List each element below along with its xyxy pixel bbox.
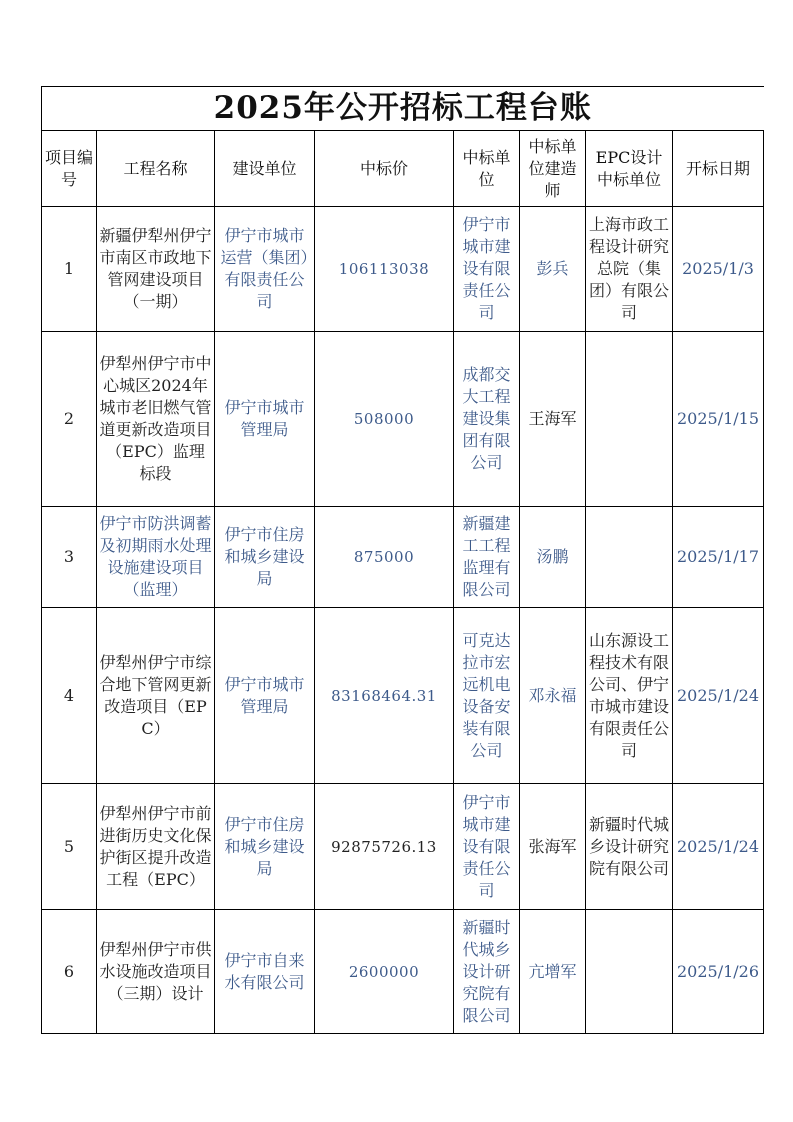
header-no: 项目编号 <box>42 131 97 207</box>
row-no: 6 <box>42 910 97 1034</box>
row-name <box>97 608 215 784</box>
title-row <box>42 87 764 131</box>
row-epc: 上海市政工程设计研究总院（集团）有限公司 <box>586 207 673 332</box>
row-name <box>97 332 215 507</box>
tender-ledger-table <box>41 86 764 1034</box>
row-price: 83168464.31 <box>315 608 454 784</box>
row-name-text: 伊犁州伊宁市前进街历史文化保护街区提升改造工程（EPC） <box>99 803 212 889</box>
sheet-title: 2025年公开招标工程台账 <box>42 87 764 131</box>
row-name-text: 伊犁州伊宁市供水设施改造项目（三期）设计 <box>99 939 212 1003</box>
row-date: 2025/1/24 <box>673 784 764 910</box>
row-engineer: 张海军 <box>520 784 586 910</box>
row-date: 2025/1/17 <box>673 507 764 608</box>
table-row <box>42 207 764 332</box>
row-price: 875000 <box>315 507 454 608</box>
row-epc <box>586 507 673 608</box>
row-price: 92875726.13 <box>315 784 454 910</box>
row-name <box>97 910 215 1034</box>
row-owner: 伊宁市城市管理局 <box>215 332 315 507</box>
row-date: 2025/1/3 <box>673 207 764 332</box>
table-row <box>42 332 764 507</box>
header-epc: EPC设计中标单位 <box>586 131 673 207</box>
row-price: 2600000 <box>315 910 454 1034</box>
header-price: 中标价 <box>315 131 454 207</box>
row-engineer: 彭兵 <box>520 207 586 332</box>
table-row <box>42 507 764 608</box>
row-no: 3 <box>42 507 97 608</box>
row-owner: 伊宁市自来水有限公司 <box>215 910 315 1034</box>
row-price: 508000 <box>315 332 454 507</box>
table-row <box>42 608 764 784</box>
header-date: 开标日期 <box>673 131 764 207</box>
row-winner: 伊宁市城市建设有限责任公司 <box>454 784 520 910</box>
row-winner: 新疆建工工程监理有限公司 <box>454 507 520 608</box>
row-winner: 成都交大工程建设集团有限公司 <box>454 332 520 507</box>
row-owner: 伊宁市城市管理局 <box>215 608 315 784</box>
row-no: 4 <box>42 608 97 784</box>
row-name <box>97 784 215 910</box>
row-name-text: 新疆伊犁州伊宁市南区市政地下管网建设项目（一期） <box>99 226 212 311</box>
row-price: 106113038 <box>315 207 454 332</box>
row-engineer: 王海军 <box>520 332 586 507</box>
row-name <box>97 207 215 332</box>
row-epc <box>586 910 673 1034</box>
row-name-text: 伊犁州伊宁市综合地下管网更新改造项目（EPC） <box>99 652 212 738</box>
row-epc: 新疆时代城乡设计研究院有限公司 <box>586 784 673 910</box>
header-winner: 中标单位 <box>454 131 520 207</box>
row-owner: 伊宁市住房和城乡建设局 <box>215 507 315 608</box>
row-name-text: 伊宁市防洪调蓄及初期雨水处理设施建设项目（监理） <box>99 514 212 599</box>
header-row <box>42 131 764 207</box>
row-winner: 新疆时代城乡设计研究院有限公司 <box>454 910 520 1034</box>
row-owner: 伊宁市城市运营（集团）有限责任公司 <box>215 207 315 332</box>
table-row <box>42 784 764 910</box>
row-name-text: 伊犁州伊宁市中心城区2024年城市老旧燃气管道更新改造项目（EPC）监理标段 <box>99 354 212 483</box>
row-owner: 伊宁市住房和城乡建设局 <box>215 784 315 910</box>
row-no: 5 <box>42 784 97 910</box>
row-no: 1 <box>42 207 97 332</box>
row-date: 2025/1/24 <box>673 608 764 784</box>
header-name: 工程名称 <box>97 131 215 207</box>
row-date: 2025/1/15 <box>673 332 764 507</box>
row-engineer: 汤鹏 <box>520 507 586 608</box>
row-no: 2 <box>42 332 97 507</box>
row-engineer: 邓永福 <box>520 608 586 784</box>
header-engineer: 中标单位建造师 <box>520 131 586 207</box>
row-epc: 山东源设工程技术有限公司、伊宁市城市建设有限责任公司 <box>586 608 673 784</box>
table-row <box>42 910 764 1034</box>
row-epc <box>586 332 673 507</box>
row-engineer: 亢增军 <box>520 910 586 1034</box>
row-name <box>97 507 215 608</box>
header-owner: 建设单位 <box>215 131 315 207</box>
row-date: 2025/1/26 <box>673 910 764 1034</box>
row-winner: 可克达拉市宏远机电设备安装有限公司 <box>454 608 520 784</box>
row-winner: 伊宁市城市建设有限责任公司 <box>454 207 520 332</box>
